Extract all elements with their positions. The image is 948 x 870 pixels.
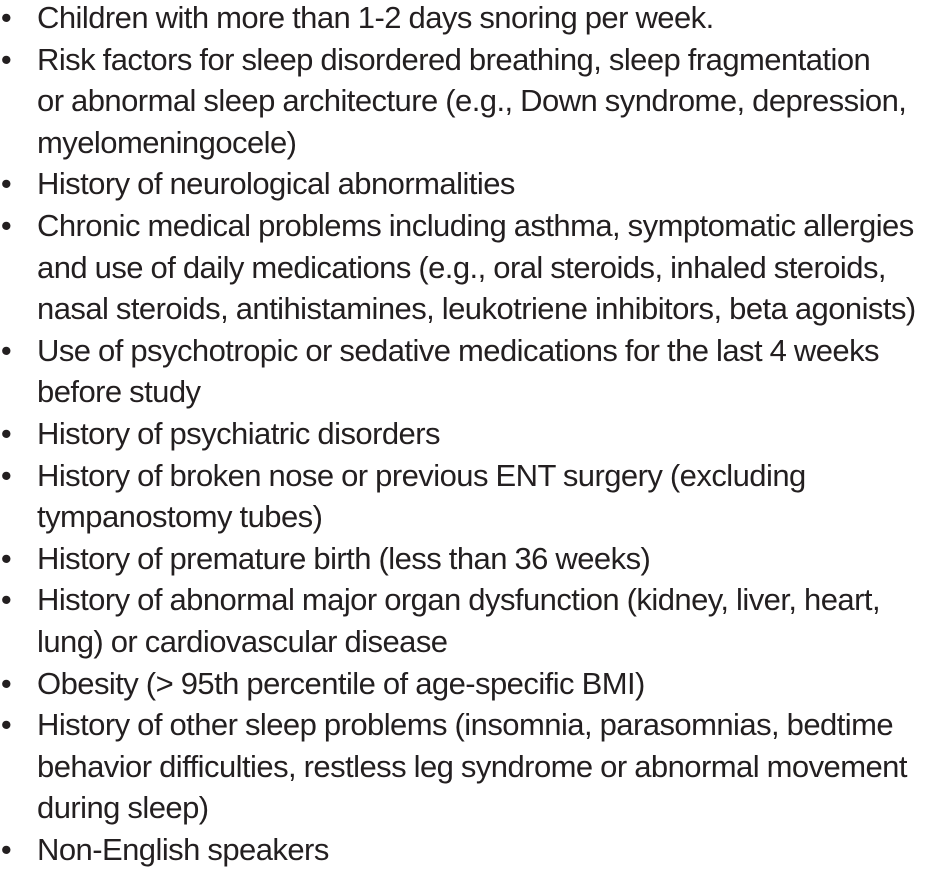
bullet-icon: • bbox=[0, 41, 12, 77]
criteria-item-text-line: before study bbox=[37, 374, 201, 410]
criteria-item-text-line: History of neurological abnormalities bbox=[37, 166, 515, 202]
bullet-icon: • bbox=[0, 332, 12, 368]
criteria-item-text-line: Obesity (> 95th percentile of age-specific BMI) bbox=[37, 665, 645, 701]
criteria-item-text-line: Non-English speakers bbox=[37, 831, 329, 867]
criteria-item bbox=[0, 330, 948, 413]
criteria-item bbox=[0, 538, 948, 580]
criteria-item-text-line: nasal steroids, antihistamines, leukotriene inhibitors, beta agonists) bbox=[37, 291, 916, 327]
criteria-item-text-line: History of broken nose or previous ENT surgery (excluding bbox=[37, 457, 806, 493]
bullet-icon: • bbox=[0, 415, 12, 451]
criteria-item-text-line: History of psychiatric disorders bbox=[37, 415, 440, 451]
criteria-item-text-line: tympanostomy tubes) bbox=[37, 499, 323, 535]
bullet-icon: • bbox=[0, 831, 12, 867]
criteria-item-text-line: Children with more than 1-2 days snoring per week. bbox=[37, 0, 714, 35]
criteria-item bbox=[0, 704, 948, 829]
criteria-item-text-line: myelomeningocele) bbox=[37, 124, 297, 160]
criteria-item-text-line: Risk factors for sleep disordered breathing, sleep fragmentation bbox=[37, 41, 871, 77]
criteria-item bbox=[0, 413, 948, 455]
criteria-item bbox=[0, 0, 948, 39]
bullet-icon: • bbox=[0, 540, 12, 576]
criteria-item bbox=[0, 163, 948, 205]
bullet-icon: • bbox=[0, 457, 12, 493]
criteria-item-text-line: behavior difficulties, restless leg syndrome or abnormal movement bbox=[37, 748, 907, 784]
criteria-item bbox=[0, 829, 948, 870]
criteria-item bbox=[0, 455, 948, 538]
criteria-item-text-line: Chronic medical problems including asthma, symptomatic allergies bbox=[37, 207, 914, 243]
bullet-icon: • bbox=[0, 0, 12, 35]
bullet-icon: • bbox=[0, 707, 12, 743]
criteria-item-text-line: History of abnormal major organ dysfunction (kidney, liver, heart, bbox=[37, 582, 881, 618]
criteria-item bbox=[0, 663, 948, 705]
criteria-item-text-line: and use of daily medications (e.g., oral steroids, inhaled steroids, bbox=[37, 249, 886, 285]
criteria-item-text-line: lung) or cardiovascular disease bbox=[37, 623, 448, 659]
bullet-icon: • bbox=[0, 582, 12, 618]
bullet-icon: • bbox=[0, 207, 12, 243]
bullet-icon: • bbox=[0, 166, 12, 202]
bullet-icon: • bbox=[0, 665, 12, 701]
criteria-item bbox=[0, 205, 948, 330]
criteria-item-text-line: History of premature birth (less than 36 weeks) bbox=[37, 540, 651, 576]
criteria-item bbox=[0, 39, 948, 164]
criteria-item bbox=[0, 579, 948, 662]
criteria-item-text-line: or abnormal sleep architecture (e.g., Down syndrome, depression, bbox=[37, 83, 907, 119]
criteria-item-text-line: Use of psychotropic or sedative medications for the last 4 weeks bbox=[37, 332, 879, 368]
criteria-item-text-line: during sleep) bbox=[37, 790, 209, 826]
criteria-item-text-line: History of other sleep problems (insomnia, parasomnias, bedtime bbox=[37, 707, 894, 743]
